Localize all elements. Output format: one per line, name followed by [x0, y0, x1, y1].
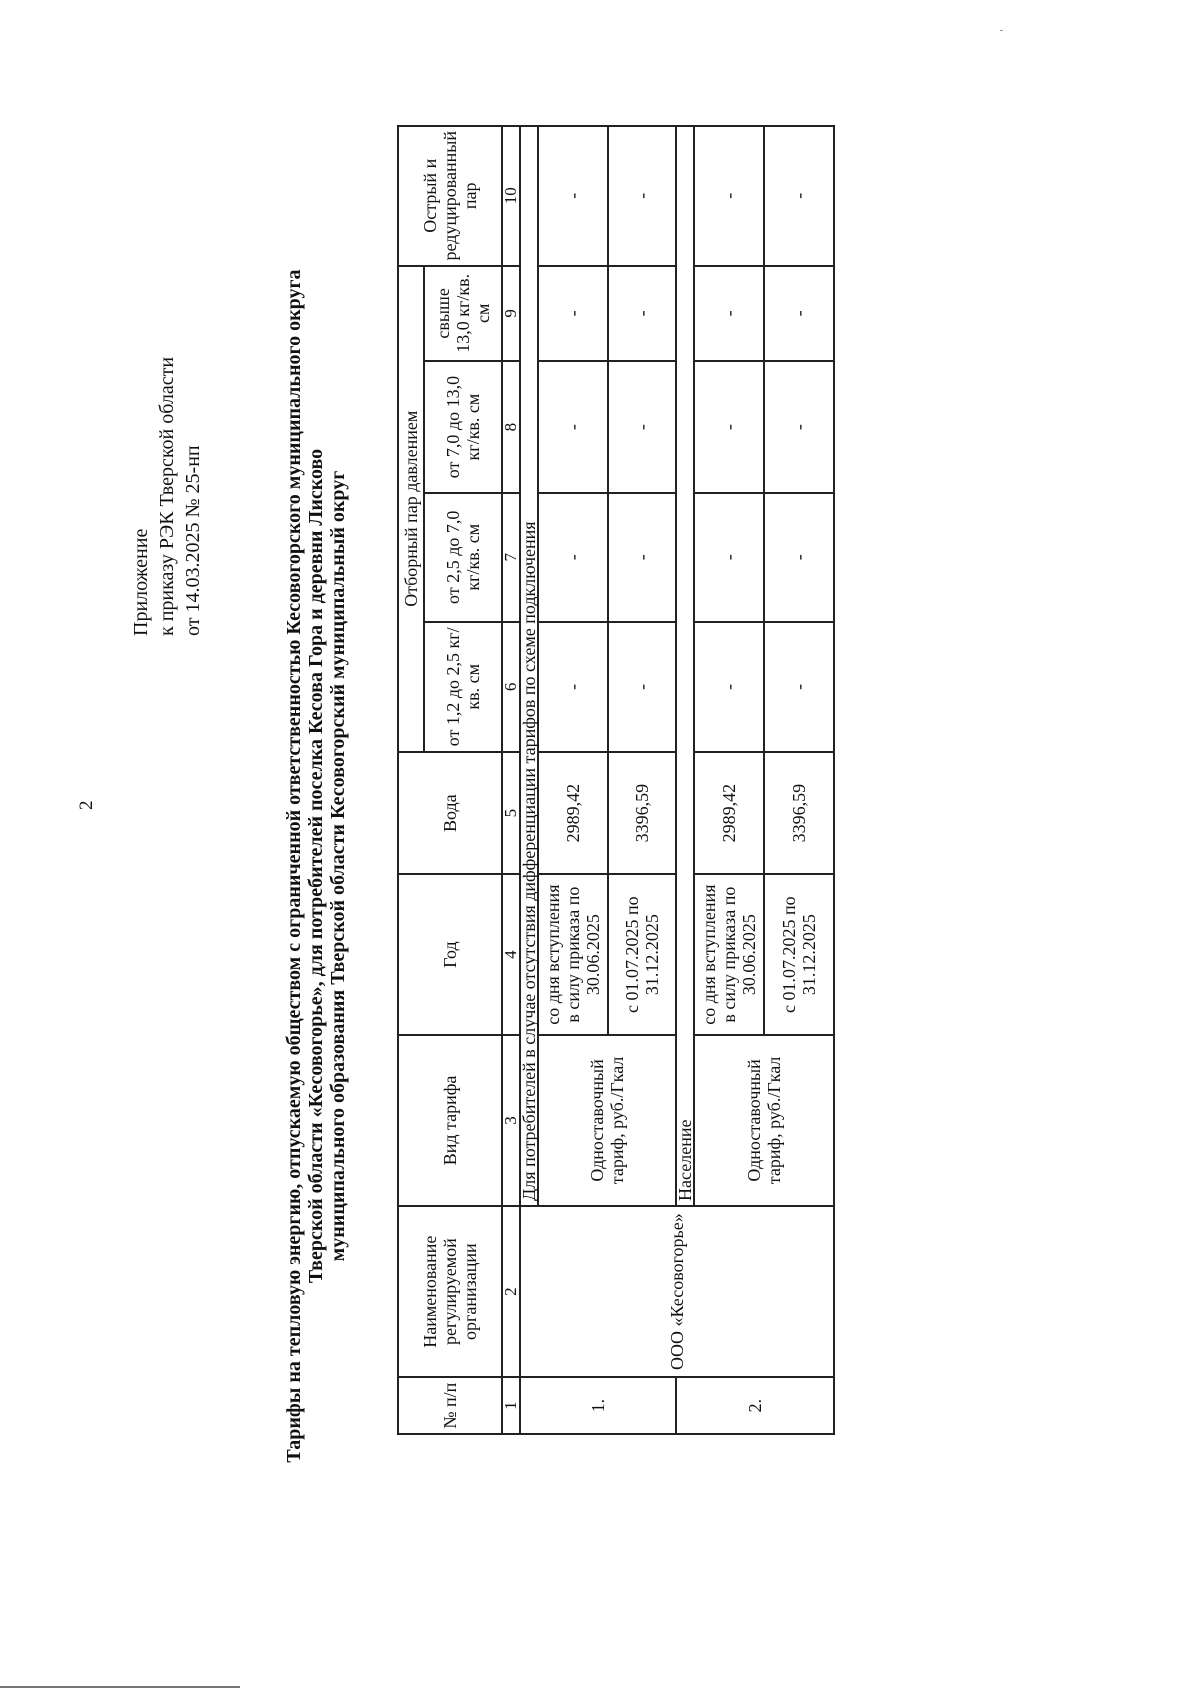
water-value: 2989,42	[694, 752, 764, 874]
section-title: Для потребителей в случае отсутствия дифференциации тарифов по схеме подключения	[520, 126, 538, 1206]
title-line-1: Тарифы на тепловую энергию, отпускаемую обществом с ограниченной ответственностью Кесовогорского муниципального округа	[283, 269, 305, 1463]
header-year: Год	[398, 874, 502, 1035]
header-water: Вода	[398, 752, 502, 874]
header-steam-4: свыше 13,0 кг/кв. см	[424, 266, 502, 362]
column-number: 1	[502, 1377, 520, 1434]
sharp-steam-value: -	[538, 126, 608, 266]
header-sharp-steam: Острый и редуцированный пар	[398, 126, 502, 266]
section-title: Население	[676, 126, 694, 1206]
column-number: 7	[502, 493, 520, 622]
column-number: 2	[502, 1206, 520, 1377]
sharp-steam-value: -	[608, 126, 676, 266]
row-number: 1.	[520, 1377, 676, 1434]
org-name: ООО «Кесовогорье»	[520, 1206, 834, 1377]
sharp-steam-value: -	[764, 126, 834, 266]
header-num: № п/п	[398, 1377, 502, 1434]
header-steam-3: от 7,0 до 13,0 кг/кв. см	[424, 361, 502, 493]
steam-4-value: -	[764, 266, 834, 362]
tariff-type: Одноставочный тариф, руб./Гкал	[538, 1035, 676, 1206]
period: с 01.07.2025 по 31.12.2025	[608, 874, 676, 1035]
title-line-3: муниципального образования Тверской области Кесовогорский муниципальный округ	[327, 470, 349, 1262]
period: со дня вступления в силу приказа по 30.06.2025	[694, 874, 764, 1035]
header-steam-2: от 2,5 до 7,0 кг/кв. см	[424, 493, 502, 622]
section-row	[520, 126, 538, 1434]
column-numbers-row	[502, 126, 520, 1434]
tariff-table	[397, 125, 835, 1435]
steam-3-value: -	[608, 361, 676, 493]
steam-3-value: -	[538, 361, 608, 493]
title-line-2: Тверской области «Кесовогорье», для потребителей поселка Кесова Гора и деревни Лисково	[305, 448, 327, 1284]
header-tariff-type: Вид тарифа	[398, 1035, 502, 1206]
column-number: 4	[502, 874, 520, 1035]
steam-2-value: -	[538, 493, 608, 622]
period: со дня вступления в силу приказа по 30.06.2025	[538, 874, 608, 1035]
document-title	[283, 226, 349, 1506]
column-number: 9	[502, 266, 520, 362]
appendix-header	[128, 357, 206, 636]
steam-4-value: -	[694, 266, 764, 362]
appendix-line-2: к приказу РЭК Тверской области	[156, 356, 178, 636]
header-steam-group: Отборный пар давлением	[398, 266, 424, 753]
appendix-line-3: от 14.03.2025 № 25-нп	[182, 445, 204, 636]
period: с 01.07.2025 по 31.12.2025	[764, 874, 834, 1035]
steam-2-value: -	[764, 493, 834, 622]
steam-4-value: -	[538, 266, 608, 362]
steam-3-value: -	[764, 361, 834, 493]
row-number: 2.	[676, 1377, 834, 1434]
appendix-line-1: Приложение	[130, 528, 152, 636]
water-value: 3396,59	[608, 752, 676, 874]
header-org: Наименование регулируемой организации	[398, 1206, 502, 1377]
sharp-steam-value: -	[694, 126, 764, 266]
water-value: 3396,59	[764, 752, 834, 874]
water-value: 2989,42	[538, 752, 608, 874]
header-row-1	[398, 126, 424, 1434]
steam-2-value: -	[694, 493, 764, 622]
page-number: 2	[76, 800, 97, 810]
steam-4-value: -	[608, 266, 676, 362]
steam-2-value: -	[608, 493, 676, 622]
header-steam-1: от 1,2 до 2,5 кг/кв. см	[424, 622, 502, 752]
column-number: 5	[502, 752, 520, 874]
tariff-type: Одноставочный тариф, руб./Гкал	[694, 1035, 834, 1206]
scan-artifact-line	[0, 1686, 240, 1688]
column-number: 6	[502, 622, 520, 752]
column-number: 10	[502, 126, 520, 266]
steam-1-value: -	[764, 622, 834, 752]
steam-1-value: -	[694, 622, 764, 752]
steam-1-value: -	[538, 622, 608, 752]
column-number: 3	[502, 1035, 520, 1206]
scan-artifact-dot	[1000, 30, 1003, 31]
steam-1-value: -	[608, 622, 676, 752]
steam-3-value: -	[694, 361, 764, 493]
column-number: 8	[502, 361, 520, 493]
